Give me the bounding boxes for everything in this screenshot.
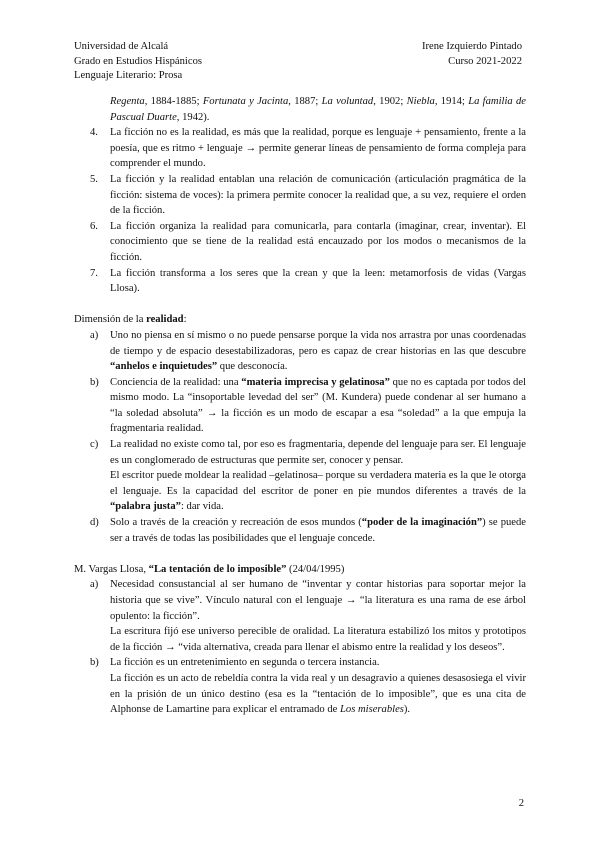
list-item: 7. La ficción transforma a los seres que la crean y que la leen: metamorfosis de vidas (Vargas Llosa). <box>90 267 526 295</box>
section-heading-vargas-llosa: M. Vargas Llosa, “La tentación de lo imposible” (24/04/1995) <box>74 563 345 575</box>
list-item-continuation: La escritura fijó ese universo perecible de oralidad. La literatura estabilizó los mitos y prototipos de la ficción → “vida alternativa, creada para llenar el abismo entre la realidad y los deseos”. <box>110 626 526 653</box>
header-right <box>422 40 522 69</box>
list-item: 5. La ficción y la realidad entablan una relación de comunicación (articulación pragmática de la ficción: sistema de voces): la primera permite conocer la realidad que, a su vez, requiere el orden de la ficción. <box>90 173 526 217</box>
list-item-continuation: El escritor puede moldear la realidad –gelatinosa– porque su verdadera materia es la que le otorga el lenguaje. Es la capacidad del escritor de poner en pie mundos diferentes a través de la “palabra justa”: dar vida. <box>110 470 526 513</box>
header-course: Lenguaje Literario: Prosa <box>74 70 183 82</box>
page-number: 2 <box>518 798 524 809</box>
list-item: a) Uno no piensa en sí mismo o no puede pensarse porque la vida nos arrastra por unas coordenadas de tiempo y de espacio desestabilizadoras, pero es capaz de crear historias en las que descubre “anhelos e inquietudes” que desconocía. <box>90 329 526 373</box>
header-degree: Grado en Estudios Hispánicos <box>74 55 202 67</box>
list-item: b) Conciencia de la realidad: una “materia imprecisa y gelatinosa” que no es captada por todos del mismo modo. La “insoportable levedad del ser” (M. Kundera) puede condenar al ser humano a “la soledad absoluta” → la ficción es un modo de escapar a esa “soledad” a la que empuja la fragmentaria realidad. <box>90 376 526 435</box>
list-item: 6. La ficción organiza la realidad para comunicarla, para contarla (imaginar, crear, inventar). El conocimiento que se tiene de la realidad está encauzado por los modos o mecanismos de la ficción. <box>90 220 526 263</box>
list-item-continuation: La ficción es un acto de rebeldía contra la vida real y un desagravio a quienes desasosiega el vivir en la prisión de un único destino (esa es la “tentación de lo imposible”, que es una cita de Alphonse de Lamartine para explicar el entramado de Los miserables). <box>110 672 526 716</box>
header-year: Curso 2021-2022 <box>448 55 522 67</box>
header-university: Universidad de Alcalá <box>74 41 169 52</box>
section-heading-realidad: Dimensión de la realidad: <box>74 314 187 326</box>
document-body <box>74 94 526 718</box>
list-item: a) Necesidad consustancial al ser humano de “inventar y contar historias para soportar mejor la historia que se vive”. Vínculo natural con el lenguaje → “la literatura es una rama de ese árbol opulento: la ficción”. <box>90 579 526 622</box>
list-item: c) La realidad no existe como tal, por eso es fragmentaria, depende del lenguaje para ser. El lenguaje es un conglomerado de estructuras que permite ser, conocer y pensar. <box>90 439 526 466</box>
list-item: 4. La ficción no es la realidad, es más que la realidad, porque es lenguaje + pensamiento, frente a la poesía, que es ritmo + lenguaje → permite generar líneas de pensamiento de forma compleja para comprender el mundo. <box>90 127 526 170</box>
list-item: d) Solo a través de la creación y recreación de esos mundos (“poder de la imaginación”) se puede ser a través de todas las posibilidades que el lenguaje concede. <box>90 517 526 544</box>
list-item: b) La ficción es un entretenimiento en segunda o tercera instancia. <box>90 657 380 669</box>
continued-list-line: Regenta, 1884-1885; Fortunata y Jacinta, 1887; La voluntad, 1902; Niebla, 1914; La familia de Pascual Duarte, 1942). <box>110 96 526 123</box>
header-left <box>74 40 202 84</box>
header-author: Irene Izquierdo Pintado <box>421 41 522 52</box>
